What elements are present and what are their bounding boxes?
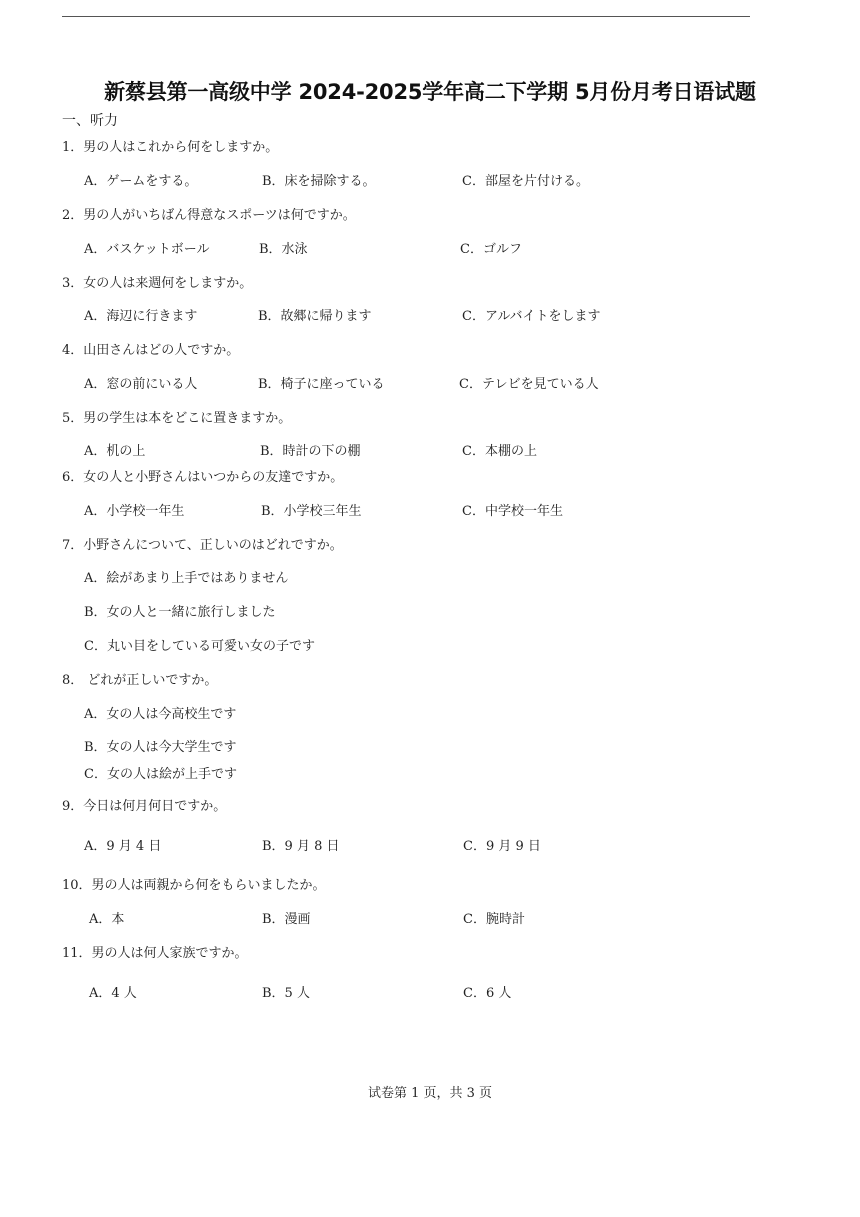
q4-option-b: B．椅子に座っている xyxy=(258,377,385,392)
q8-option-c: C．女の人は絵が上手です xyxy=(84,767,237,782)
question-1: 1．男の人はこれから何をしますか。 xyxy=(62,140,279,155)
q5-option-b: B．時計の下の棚 xyxy=(260,444,361,459)
question-4: 4．山田さんはどの人ですか。 xyxy=(62,343,240,358)
question-8: 8． どれが正しいですか。 xyxy=(62,673,218,688)
q5-option-a: A．机の上 xyxy=(84,444,146,459)
question-2: 2．男の人がいちばん得意なスポーツは何ですか。 xyxy=(62,208,356,223)
q7-option-a: A．絵があまり上手ではありません xyxy=(84,571,289,586)
question-10: 10．男の人は両親から何をもらいましたか。 xyxy=(62,878,326,893)
q8-option-b: B．女の人は今大学生です xyxy=(84,740,237,755)
q1-option-a: A．ゲームをする。 xyxy=(84,174,198,189)
section-heading: 一、听力 xyxy=(62,113,118,129)
question-5: 5．男の学生は本をどこに置きますか。 xyxy=(62,411,292,426)
question-9: 9．今日は何月何日ですか。 xyxy=(62,799,227,814)
q3-option-a: A．海辺に行きます xyxy=(84,309,198,324)
q9-option-a: A．9 月 4 日 xyxy=(84,839,162,854)
q3-option-c: C．アルバイトをします xyxy=(462,309,601,324)
q6-option-a: A．小学校一年生 xyxy=(84,504,185,519)
header-rule xyxy=(62,16,750,17)
q3-option-b: B．故郷に帰ります xyxy=(258,309,372,324)
question-6: 6．女の人と小野さんはいつからの友達ですか。 xyxy=(62,470,344,485)
question-3: 3．女の人は来週何をしますか。 xyxy=(62,276,253,291)
q7-option-b: B．女の人と一緒に旅行しました xyxy=(84,605,276,620)
q4-option-c: C．テレビを見ている人 xyxy=(459,377,599,392)
q7-option-c: C．丸い目をしている可愛い女の子です xyxy=(84,639,315,654)
q4-option-a: A．窓の前にいる人 xyxy=(84,377,198,392)
q10-option-a: A．本 xyxy=(89,912,125,927)
q10-option-c: C．腕時計 xyxy=(463,912,525,927)
question-11: 11．男の人は何人家族ですか。 xyxy=(62,946,248,961)
q9-option-b: B．9 月 8 日 xyxy=(262,839,340,854)
q2-option-a: A．バスケットボール xyxy=(84,242,210,257)
q11-option-c: C．6 人 xyxy=(463,986,512,1001)
q5-option-c: C．本棚の上 xyxy=(462,444,537,459)
q11-option-b: B．5 人 xyxy=(262,986,310,1001)
q6-option-b: B．小学校三年生 xyxy=(261,504,362,519)
page-footer: 试卷第 1 页，共 3 页 xyxy=(367,1086,493,1101)
question-7: 7．小野さんについて、正しいのはどれですか。 xyxy=(62,538,343,553)
q11-option-a: A．4 人 xyxy=(89,986,137,1001)
exam-title: 新蔡县第一高级中学 2024-2025学年高二下学期 5月份月考日语试题 xyxy=(104,80,756,104)
q2-option-c: C．ゴルフ xyxy=(460,242,522,257)
q10-option-b: B．漫画 xyxy=(262,912,311,927)
q6-option-c: C．中学校一年生 xyxy=(462,504,563,519)
q2-option-b: B．水泳 xyxy=(259,242,308,257)
q1-option-c: C．部屋を片付ける。 xyxy=(462,174,589,189)
q1-option-b: B．床を掃除する。 xyxy=(262,174,376,189)
q8-option-a: A．女の人は今高校生です xyxy=(84,707,237,722)
q9-option-c: C．9 月 9 日 xyxy=(463,839,541,854)
